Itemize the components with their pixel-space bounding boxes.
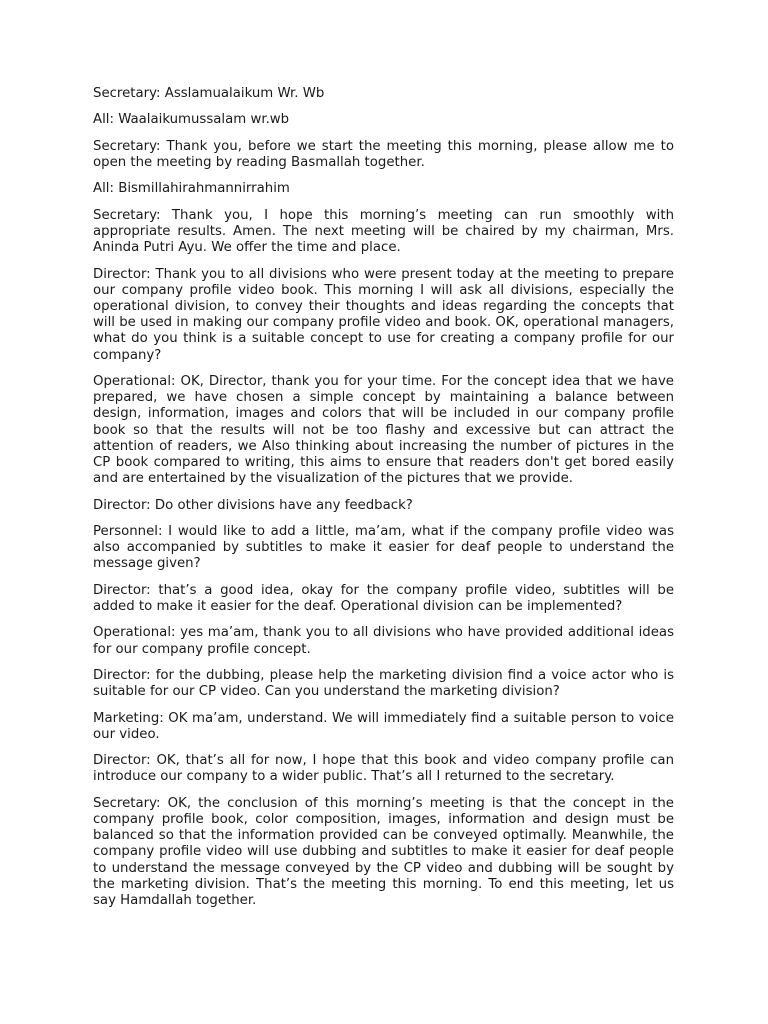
paragraph-personnel-subtitles: Personnel: I would like to add a little, ma’am, what if the company profile video was also accompanied by subtitles to make it easier for deaf people to understand the message given? bbox=[93, 523, 674, 572]
paragraph-operational-thanks: Operational: yes ma’am, thank you to all divisions who have provided additional ideas for our company profile concept. bbox=[93, 625, 674, 657]
paragraph-secretary-conclusion: Secretary: OK, the conclusion of this morning’s meeting is that the concept in the company profile book, color composition, images, information and design must be balanced so that the information provided can be conveyed optimally. Meanwhile, the company profile video will use dubbing and subtitles to make it easier for deaf people to understand the message conveyed by the CP video and dubbing will be sought by the marketing division. That’s the meeting this morning. To end this meeting, let us say Hamdallah together. bbox=[93, 795, 674, 908]
paragraph-operational-concept: Operational: OK, Director, thank you for your time. For the concept idea that we have prepared, we have chosen a simple concept by maintaining a balance between design, information, images and colors that will be included in our company profile book so that the results will not be too flashy and excessive but can attract the attention of readers, we Also thinking about increasing the number of pictures in the CP book compared to writing, this aims to ensure that readers don't get bored easily and are entertained by the visualization of the pictures that we provide. bbox=[93, 373, 674, 487]
paragraph-director-closing: Director: OK, that’s all for now, I hope that this book and video company profile can introduce our company to a wider public. That’s all I returned to the secretary. bbox=[93, 753, 674, 785]
paragraph-secretary-open: Secretary: Thank you, before we start the meeting this morning, please allow me to open the meeting by reading Basmallah together. bbox=[93, 138, 674, 170]
paragraph-marketing-reply: Marketing: OK ma’am, understand. We will immediately find a suitable person to voice our video. bbox=[93, 710, 674, 742]
paragraph-director-feedback: Director: Do other divisions have any feedback? bbox=[93, 497, 413, 513]
paragraph-director-dubbing: Director: for the dubbing, please help the marketing division find a voice actor who is suitable for our CP video. Can you understand the marketing division? bbox=[93, 667, 674, 700]
document-page bbox=[93, 86, 674, 919]
paragraph-secretary-handover: Secretary: Thank you, I hope this morning’s meeting can run smoothly with appropriate results. Amen. The next meeting will be chaired by my chairman, Mrs. Aninda Putri Ayu. We offer the time and place. bbox=[93, 207, 674, 256]
paragraph-director-intro: Director: Thank you to all divisions who were present today at the meeting to prepare our company profile video book. This morning I will ask all divisions, especially the operational division, to convey their thoughts and ideas regarding the concepts that will be used in making our company profile video and book. OK, operational managers, what do you think is a suitable concept to use for creating a company profile for our company? bbox=[93, 266, 674, 363]
paragraph-secretary-greeting: Secretary: Asslamualaikum Wr. Wb bbox=[93, 86, 325, 101]
paragraph-all-reply: All: Waalaikumussalam wr.wb bbox=[93, 112, 290, 128]
paragraph-all-bismillah: All: Bismillahirahmannirrahim bbox=[93, 181, 290, 197]
paragraph-director-approval: Director: that’s a good idea, okay for the company profile video, subtitles will be added to make it easier for the deaf. Operational division can be implemented? bbox=[93, 582, 674, 614]
